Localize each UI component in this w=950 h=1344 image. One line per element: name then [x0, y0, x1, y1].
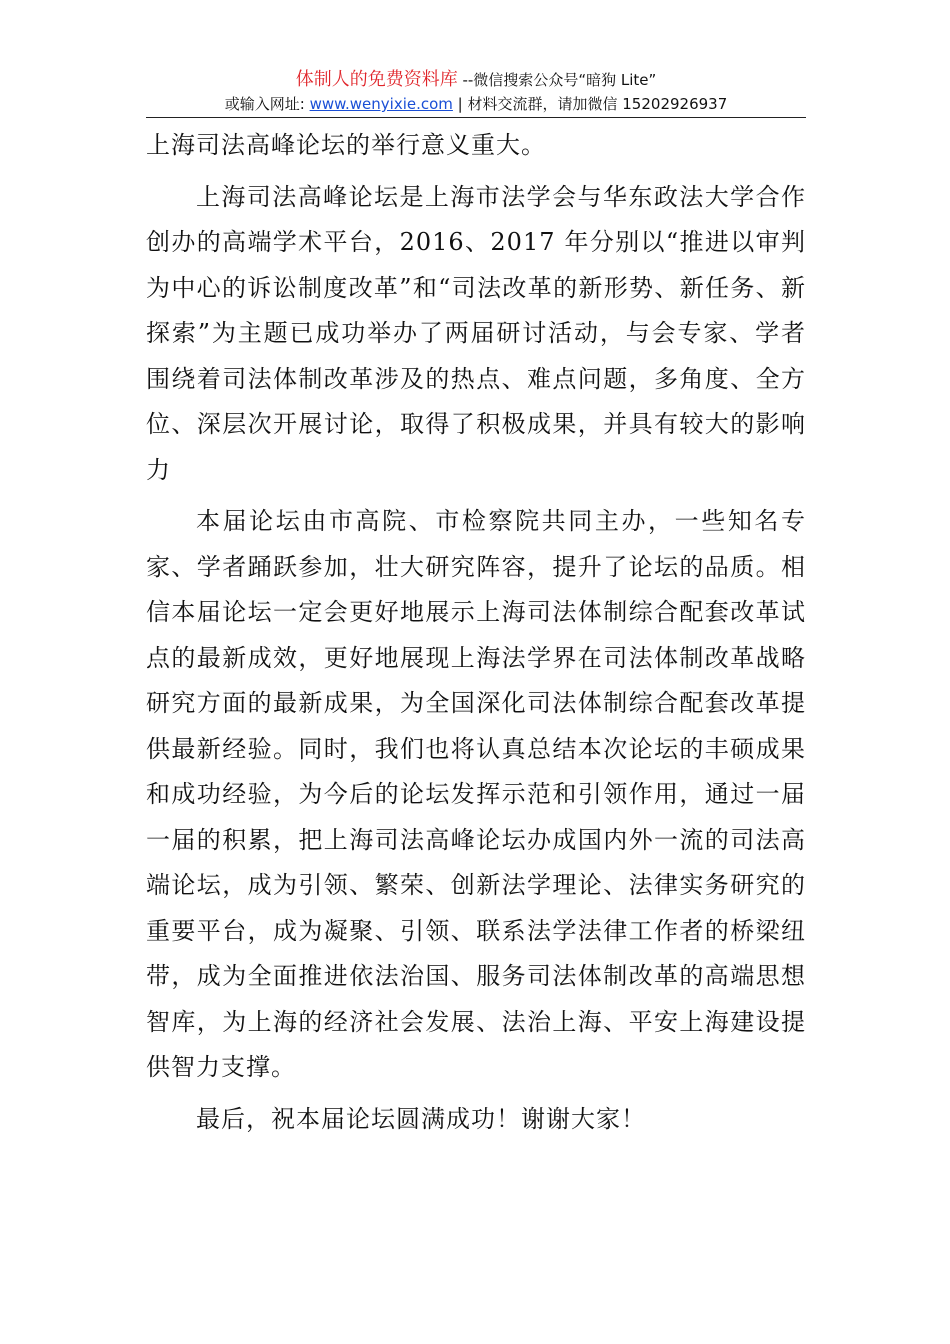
header-line-1 [146, 68, 806, 92]
brand-title: 体制人的免费资料库 [295, 69, 458, 90]
website-link[interactable]: www.wenyixie.com [309, 95, 453, 113]
url-prefix: 或输入网址: [224, 95, 310, 113]
paragraph-continuation: 上海司法高峰论坛的举行意义重大。 [146, 131, 546, 159]
header-divider [146, 117, 806, 118]
document-body [146, 123, 806, 1142]
header-line-2 [146, 92, 806, 116]
paragraph-forum-outlook: 本届论坛由市高院、市检察院共同主办，一些知名专家、学者踊跃参加，壮大研究阵容，提升了论坛的品质。相信本届论坛一定会更好地展示上海司法体制综合配套改革试点的最新成效，更好地展现上海法学界在司法体制改革战略研究方面的最新成果，为全国深化司法体制综合配套改革提供最新经验。同时，我们也将认真总结本次论坛的丰硕成果和成功经验，为今后的论坛发挥示范和引领作用，通过一届一届的积累，把上海司法高峰论坛办成国内外一流的司法高端论坛，成为引领、繁荣、创新法学理论、法律实务研究的重要平台，成为凝聚、引领、联系法学法律工作者的桥梁纽带，成为全面推进依法治国、服务司法体制改革的高端思想智库，为上海的经济社会发展、法治上海、平安上海建设提供智力支撑。 [146, 507, 806, 1081]
paragraph-closing: 最后，祝本届论坛圆满成功！谢谢大家！ [196, 1104, 646, 1133]
wechat-hint: --微信搜索公众号“暗狗 Lite” [457, 71, 657, 89]
paragraph-forum-history: 上海司法高峰论坛是上海市法学会与华东政法大学合作创办的高端学术平台，2016、2017 年分别以“推进以审判为中心的诉讼制度改革”和“司法改革的新形势、新任务、新探索”为主题已成功举办了两届研讨活动，与会专家、学者围绕着司法体制改革涉及的热点、难点问题，多角度、全方位、深层次开展讨论，取得了积极成果，并具有较大的影响力 [146, 182, 806, 484]
page-header [146, 68, 806, 116]
contact-info: | 材料交流群，请加微信 15202926937 [452, 95, 728, 113]
